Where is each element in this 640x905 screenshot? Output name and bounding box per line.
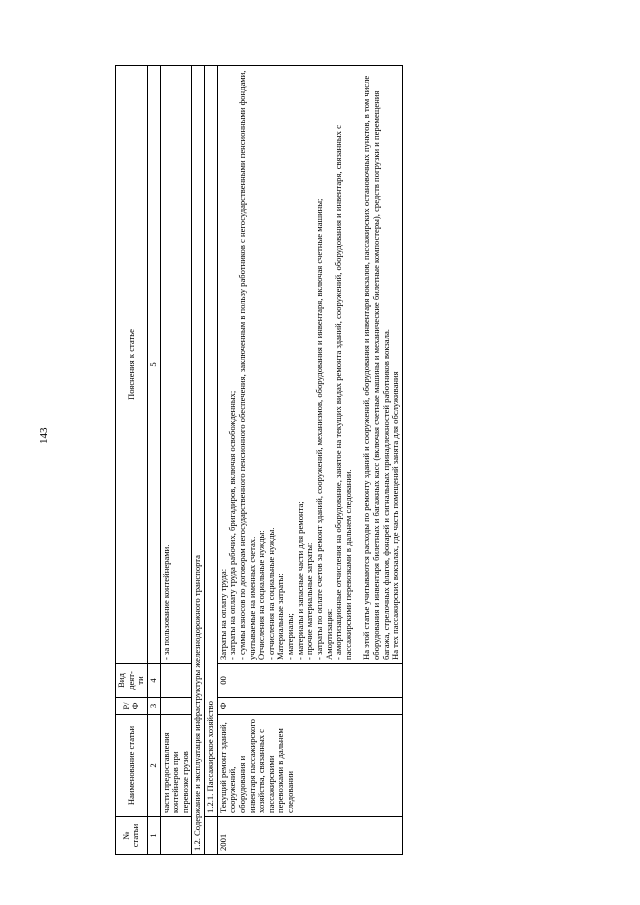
row-2001-vd: 00 bbox=[217, 664, 402, 698]
col-number-4: 4 bbox=[147, 664, 160, 698]
subsection-title: 1.2.1. Пассажирское хозяйство bbox=[205, 66, 218, 817]
page-number: 143 bbox=[38, 427, 50, 444]
row-2001-num: 2001 bbox=[217, 817, 402, 855]
subsection-spacer bbox=[205, 817, 218, 855]
section-row bbox=[192, 66, 205, 855]
col-number-2: 2 bbox=[147, 715, 160, 817]
col-number-5: 5 bbox=[147, 66, 160, 664]
row-2001-rf: Ф bbox=[217, 698, 402, 715]
subsection-row bbox=[205, 66, 218, 855]
expl-line: - затраты по оплате счетов за ремонт зданий, сооружений, механизмов, оборудования и инвентаря, включая счетные машины; bbox=[313, 198, 324, 660]
row-2001-name: Текущий ремонт зданий, сооружений, оборудования и инвентаря пассажирского хозяйства, связанных с пассажирскими перевозками в дальнем следовании bbox=[217, 715, 402, 817]
articles-table bbox=[115, 65, 403, 855]
header-num: № статьи bbox=[116, 817, 148, 855]
rotated-content bbox=[115, 65, 540, 855]
header-vd: Вид деят-ти bbox=[116, 664, 148, 698]
expl-line: На тех пассажирских вокзалах, где часть помещений занята для обслуживания bbox=[390, 371, 401, 660]
header-name: Наименование статьи bbox=[116, 715, 148, 817]
row-prev-name: части предоставления контейнеров при перевозке грузов bbox=[160, 715, 192, 817]
expl-line: Амортизация: bbox=[323, 608, 334, 660]
expl-line: - материалы; bbox=[285, 613, 295, 660]
expl-line: - амортизационные отчисления на оборудование, занятое на текущих видах ремонта зданий, сооружений, оборудования и инвентаря, связанных с пассажирскими перевозками в дальнем следовании. bbox=[333, 125, 353, 660]
row-prev-expl: - за пользование контейнерами. bbox=[160, 66, 192, 664]
col-number-3: 3 bbox=[147, 698, 160, 715]
col-number-1: 1 bbox=[147, 817, 160, 855]
expl-line: На этой статье учитываются расходы по ремонту зданий и сооружений, оборудования и инвентаря вокзалов, пассажирских остановочных пунктов, в том числе оборудования и инвентаря билетных и багажных касс (включая счетные машины и механические билетные компостеры), средств погрузки и перемещения багажа, стрелочных флагов, фонарей и сигнальных принадлежностей работников вокзала. bbox=[361, 75, 391, 660]
row-prev-vd bbox=[160, 664, 192, 698]
expl-line: Материальные затраты: bbox=[275, 573, 286, 660]
expl-line: - отчисления на социальные нужды. bbox=[265, 527, 276, 660]
row-prev-rf bbox=[160, 698, 192, 715]
expl-line: Затраты на оплату труда: bbox=[217, 568, 228, 660]
table-row bbox=[217, 66, 402, 855]
row-prev-num bbox=[160, 817, 192, 855]
expl-line: - суммы взносов по договорам негосударственного пенсионного обеспечения, заключенным в пользу работников с негосударственными пенсионными фондами, учитываемые на именных счетах. bbox=[236, 70, 257, 660]
header-expl: Пояснения к статье bbox=[116, 66, 148, 664]
header-rf: Р/ Ф bbox=[116, 698, 148, 715]
expl-line: Отчисления на социальные нужды: bbox=[256, 530, 267, 660]
expl-line: - затраты на оплату труда рабочих, бригадиров, включая освобожденных; bbox=[227, 390, 238, 660]
row-2001-expl bbox=[217, 66, 402, 664]
header-row bbox=[116, 66, 148, 855]
expl-line: - прочие материальные затраты: bbox=[304, 542, 315, 660]
column-number-row bbox=[147, 66, 160, 855]
table-row bbox=[160, 66, 192, 855]
section-title: 1.2. Содержание и эксплуатация инфраструктуры железнодорожного транспорта bbox=[192, 66, 205, 855]
expl-line: - материалы и запасные части для ремонта; bbox=[294, 501, 305, 660]
